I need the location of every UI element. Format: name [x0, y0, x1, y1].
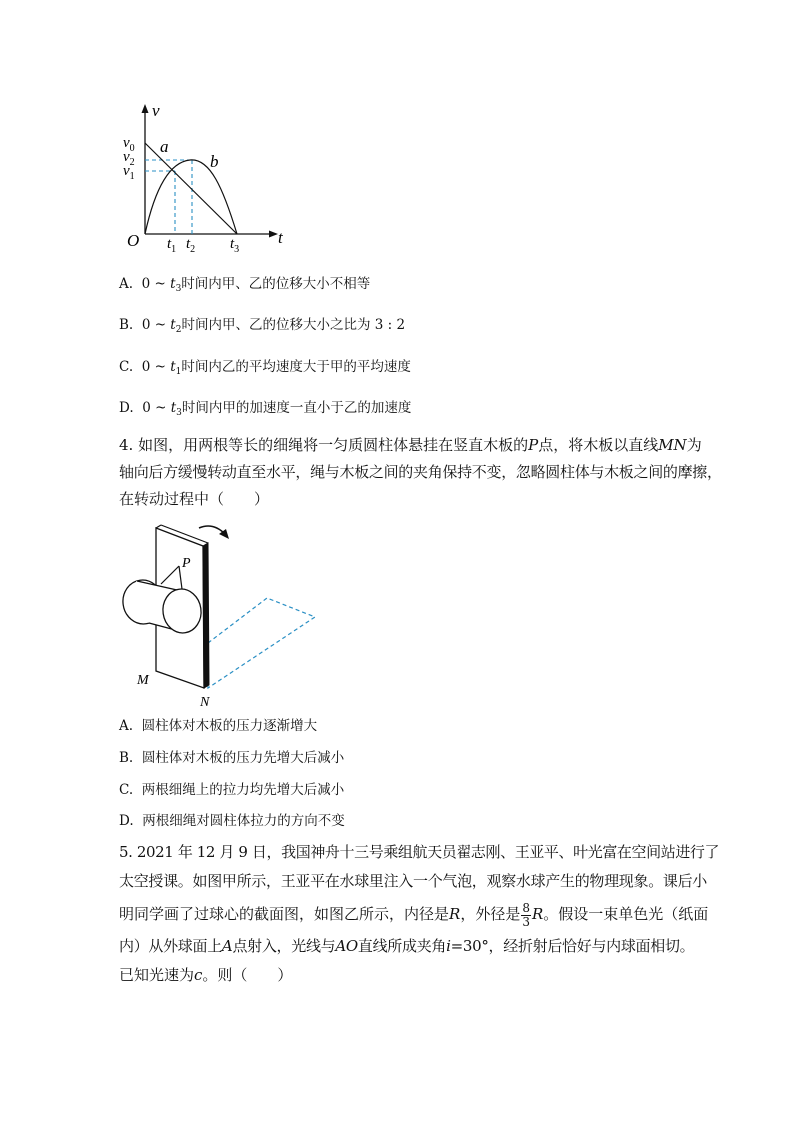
option-letter: D. — [119, 400, 134, 416]
option-sub: 3 — [176, 408, 182, 418]
option-var: t — [170, 276, 176, 292]
stem-line: 在转动过程中（ ） — [119, 490, 270, 508]
stem-line: 明同学画了过球心的截面图，如图乙所示，内径是R，外径是 $\frac{8}{3}$ R。假设一束单色光（纸面 — [119, 900, 709, 929]
option-letter: D. — [119, 813, 134, 829]
option-a[interactable] — [119, 275, 370, 298]
option-letter: A. — [119, 718, 134, 734]
origin-label: O — [127, 231, 140, 250]
option-letter: A. — [119, 276, 134, 292]
option-range: 0 ~ — [142, 400, 171, 416]
option-text: 时间内甲、乙的位移大小不相等 — [181, 276, 371, 292]
t3-label: $t_3$ — [230, 236, 240, 255]
option-text: 圆柱体对木板的压力逐渐增大 — [141, 718, 318, 734]
stem-line: 轴向后方缓慢转动直至水平，绳与木板之间的夹角保持不变，忽略圆柱体与木板之间的摩擦， — [119, 463, 722, 481]
option-sub: 1 — [175, 367, 182, 377]
t2-label: $t_2$ — [186, 236, 196, 255]
stem-line: 4. 如图，用两根等长的细绳将一匀质圆柱体悬挂在竖直木板的P点，将木板以直线MN为 — [119, 436, 702, 454]
stem-line: 已知光速为c。则（ ） — [119, 966, 293, 984]
v1-label: $v_1$ — [123, 163, 135, 182]
t1-label: $t_1$ — [167, 236, 177, 255]
option-text: 圆柱体对木板的压力先增大后减小 — [141, 750, 345, 766]
horizontal-board-outline — [208, 598, 315, 688]
board-top-edge — [156, 525, 161, 528]
option-d[interactable] — [119, 399, 411, 422]
option-a[interactable] — [119, 717, 317, 735]
option-b[interactable] — [119, 316, 405, 339]
option-letter: C. — [119, 782, 134, 798]
curve-b — [145, 160, 237, 234]
option-text: 时间内乙的平均速度大于甲的平均速度 — [181, 359, 411, 375]
option-c[interactable] — [119, 358, 411, 381]
option-letter: B. — [119, 317, 134, 333]
point-m-label: M — [137, 673, 149, 688]
option-text: 两根细绳上的拉力均先增大后减小 — [141, 782, 345, 798]
board-edge — [203, 543, 209, 688]
option-var: t — [170, 317, 176, 333]
point-n-label: N — [200, 695, 210, 710]
curve-b-label: b — [210, 152, 219, 171]
v0-label: $v_0$ — [123, 135, 135, 154]
option-c[interactable] — [119, 781, 344, 799]
option-sub: 2 — [175, 325, 182, 335]
stem-line: 太空授课。如图甲所示，王亚平在水球里注入一个气泡，观察水球产生的物理现象。课后小 — [119, 872, 708, 890]
v2-label: $v_2$ — [123, 149, 135, 168]
option-b[interactable] — [119, 749, 344, 767]
question-5-stem — [119, 838, 720, 990]
option-letter: B. — [119, 750, 134, 766]
option-sub: 3 — [175, 284, 182, 294]
option-var: t — [170, 359, 176, 375]
fraction-8-3: $\frac{8}{3}$ — [522, 900, 530, 929]
stem-line: 内）从外球面上A点射入，光线与AO直线所成夹角i=30°，经折射后恰好与内球面相切。 — [119, 937, 695, 955]
curve-a-label: a — [160, 137, 169, 156]
option-letter: C. — [119, 359, 134, 375]
velocity-time-graph — [115, 100, 295, 255]
stem-line: 5. 2021 年 12 月 9 日，我国神舟十三号乘组航天员翟志刚、王亚平、叶光富在空间站进行了 — [119, 843, 720, 861]
option-text: 两根细绳对圆柱体拉力的方向不变 — [142, 813, 345, 829]
point-p-label: P — [182, 556, 191, 571]
option-range: 0 ~ — [141, 317, 171, 333]
v-axis-arrow — [142, 104, 149, 113]
option-text: 时间内甲的加速度一直小于乙的加速度 — [181, 400, 412, 416]
option-var: t — [170, 400, 177, 416]
option-d[interactable] — [119, 812, 345, 830]
t-axis-arrow — [269, 231, 278, 238]
v-axis-label: v — [152, 101, 160, 120]
cylinder-board-figure — [115, 522, 330, 717]
t-axis-label: t — [278, 228, 283, 247]
option-text: 时间内甲、乙的位移大小之比为 3 : 2 — [181, 317, 406, 333]
option-range: 0 ~ — [141, 276, 171, 292]
option-range: 0 ~ — [141, 359, 171, 375]
question-4-stem — [119, 432, 722, 513]
